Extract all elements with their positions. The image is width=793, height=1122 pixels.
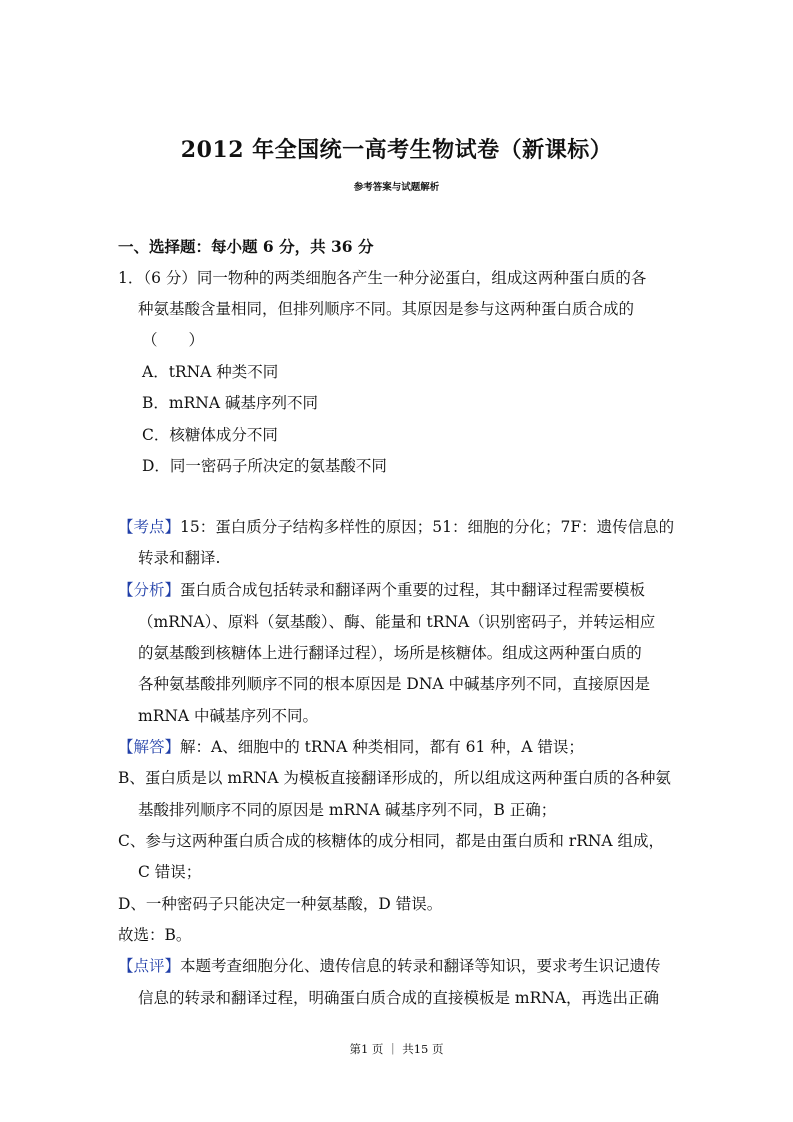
- kaodian-text: 15：蛋白质分子结构多样性的原因；51：细胞的分化；7F：遗传信息的: [180, 518, 675, 536]
- option-d: D．同一密码子所决定的氨基酸不同: [142, 457, 387, 475]
- question-stem-line: 1．（6 分）同一物种的两类细胞各产生一种分泌蛋白，组成这两种蛋白质的各: [118, 269, 647, 287]
- jieda-text: B、蛋白质是以 mRNA 为模板直接翻译形成的，所以组成这两种蛋白质的各种氨: [118, 769, 671, 787]
- jieda-text: D、一种密码子只能决定一种氨基酸，D 错误。: [118, 895, 443, 913]
- question-stem-line: 种氨基酸含量相同，但排列顺序不同。其原因是参与这两种蛋白质合成的: [138, 300, 635, 318]
- kaodian-text: 转录和翻译.: [138, 549, 221, 567]
- fenxi-tag: 【分析】: [118, 581, 181, 599]
- page-footer: 第1 页 ｜ 共15 页: [349, 1042, 444, 1056]
- page-title: 2012 年全国统一高考生物试卷（新课标）: [180, 137, 613, 163]
- jieda-text: C、参与这两种蛋白质合成的核糖体的成分相同，都是由蛋白质和 rRNA 组成，: [118, 832, 665, 850]
- dianping-text: 本题考查细胞分化、遗传信息的转录和翻译等知识，要求考生识记遗传: [180, 957, 661, 975]
- fenxi-text: 蛋白质合成包括转录和翻译两个重要的过程，其中翻译过程需要模板: [180, 581, 646, 599]
- fenxi-text: 各种氨基酸排列顺序不同的根本原因是 DNA 中碱基序列不同，直接原因是: [138, 675, 651, 693]
- question-stem-line: （ ）: [142, 331, 205, 349]
- fenxi-text: 的氨基酸到核糖体上进行翻译过程），场所是核糖体。组成这两种蛋白质的: [138, 644, 642, 662]
- jieda-block: [118, 737, 584, 757]
- answer-line: 故选：B。: [118, 926, 192, 944]
- kaodian-block: [118, 517, 674, 537]
- option-c: C．核糖体成分不同: [142, 426, 278, 444]
- dianping-tag: 【点评】: [118, 957, 181, 975]
- section-heading: 一、选择题：每小题 6 分，共 36 分: [118, 237, 374, 256]
- jieda-text: 解：A、细胞中的 tRNA 种类相同，都有 61 种，A 错误；: [180, 738, 584, 756]
- jieda-text: 基酸排列顺序不同的原因是 mRNA 碱基序列不同，B 正确；: [138, 801, 557, 819]
- fenxi-text: mRNA 中碱基序列不同。: [138, 707, 319, 725]
- jieda-tag: 【解答】: [118, 738, 181, 756]
- kaodian-tag: 【考点】: [118, 518, 181, 536]
- page-subtitle: 参考答案与试题解析: [353, 182, 440, 193]
- jieda-text: C 错误；: [138, 863, 202, 881]
- dianping-text: 信息的转录和翻译过程，明确蛋白质合成的直接模板是 mRNA，再选出正确: [138, 989, 660, 1007]
- dianping-block: [118, 956, 661, 976]
- fenxi-text: （mRNA）、原料（氨基酸）、酶、能量和 tRNA（识别密码子，并转运相应: [138, 613, 656, 631]
- option-a: A．tRNA 种类不同: [142, 363, 279, 381]
- option-b: B．mRNA 碱基序列不同: [142, 394, 318, 412]
- fenxi-block: [118, 580, 645, 600]
